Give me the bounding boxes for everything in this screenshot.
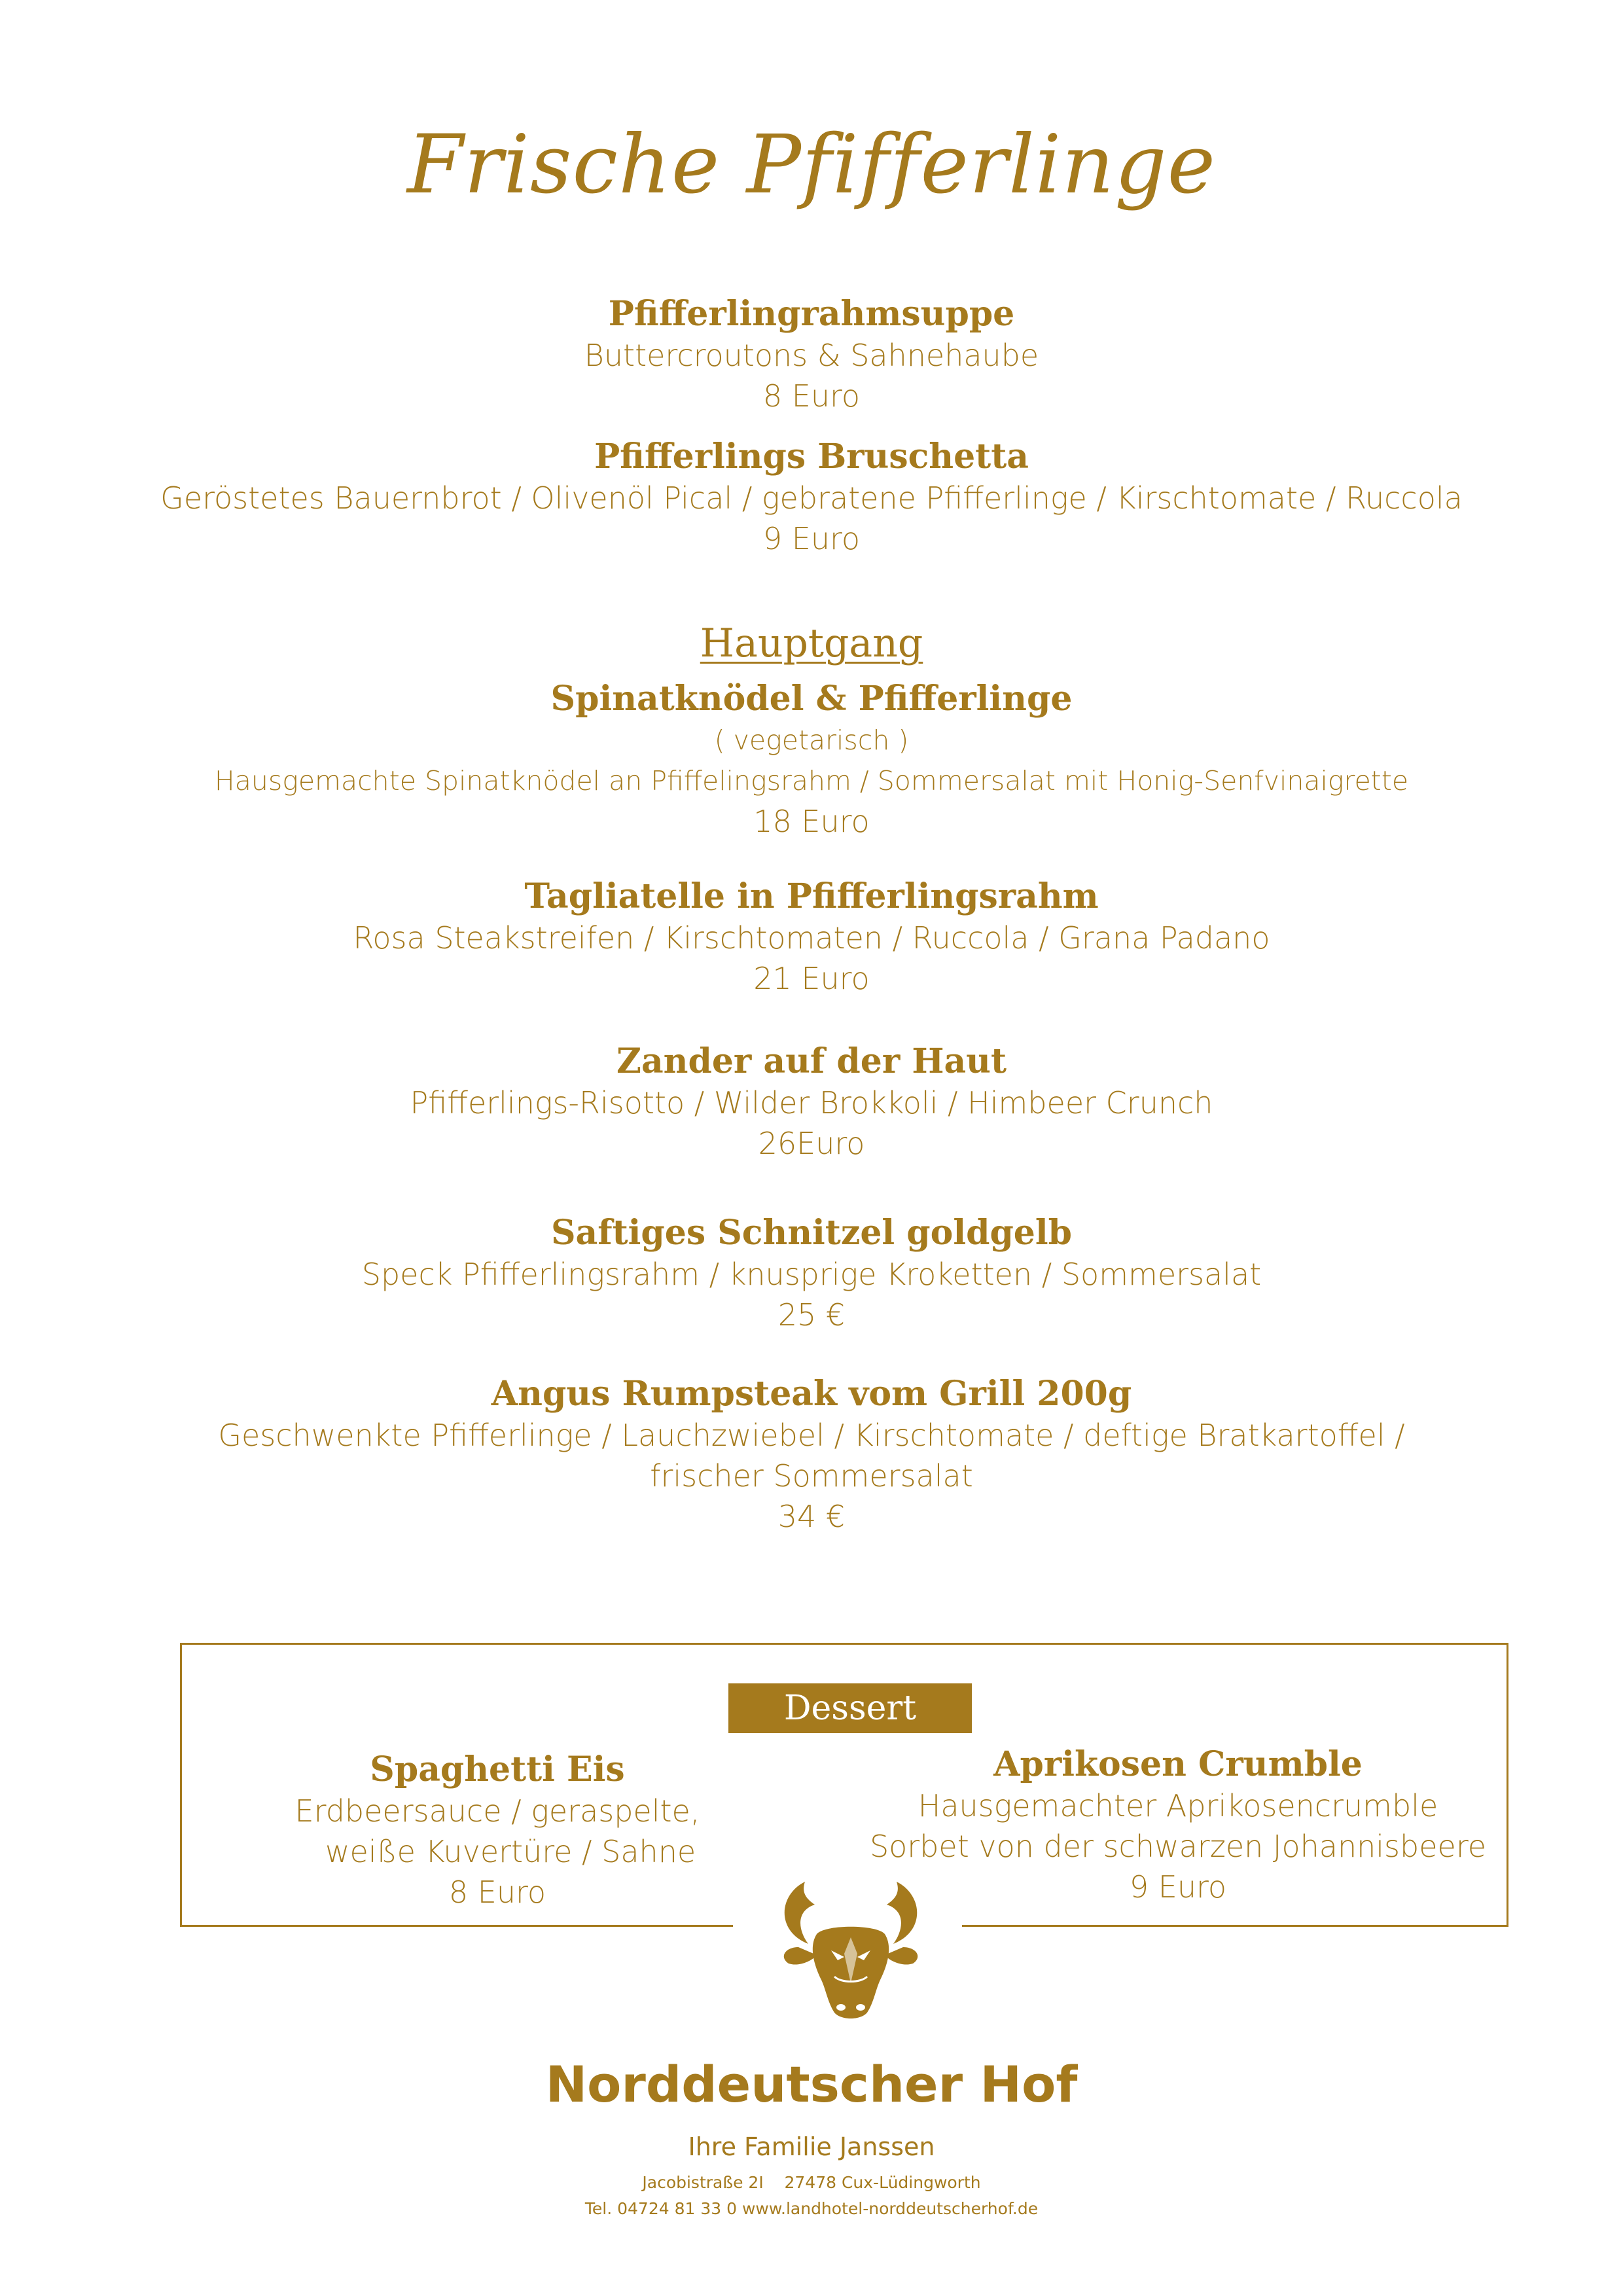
dessert-item-left [249, 1749, 746, 1912]
dish-description: Speck Pfifferlingsrahm / knusprige Kroketten / Sommersalat [361, 1257, 1262, 1292]
main-item [0, 678, 1623, 842]
dish-description: weiße Kuvertüre / Sahne [325, 1834, 696, 1869]
dish-price: 9 Euro [1129, 1869, 1227, 1905]
main-item [0, 876, 1623, 999]
dessert-label: Dessert [728, 1683, 972, 1733]
dish-description: frischer Sommersalat [650, 1458, 973, 1494]
dish-name: Angus Rumpsteak vom Grill 200g [491, 1374, 1132, 1414]
dessert-item-right [851, 1744, 1505, 1907]
brand-name: Norddeutscher Hof [545, 2055, 1078, 2113]
dish-description: Erdbeersauce / geraspelte, [294, 1793, 700, 1829]
dish-description: Hausgemachter Aprikosencrumble [918, 1788, 1438, 1823]
menu-title: Frische Pfifferlinge [406, 118, 1217, 212]
dish-description: Geschwenkte Pfifferlinge / Lauchzwiebel / Kirschtomate / deftige Bratkartoffel / [218, 1418, 1405, 1453]
dish-description: Hausgemachte Spinatknödel an Pfiffelingsrahm / Sommersalat mit Honig-Senfvinaigrette [214, 765, 1409, 797]
dish-description: Pfifferlings-Risotto / Wilder Brokkoli / Himbeer Crunch [410, 1085, 1213, 1121]
main-item [0, 1212, 1623, 1335]
dish-price: 18 Euro [753, 804, 870, 839]
dish-description: Buttercroutons & Sahnehaube [584, 338, 1039, 373]
dish-description: Sorbet von der schwarzen Johannisbeere [869, 1829, 1487, 1864]
dish-price: 8 Euro [448, 1874, 546, 1910]
starter-item [0, 293, 1623, 416]
dish-name: Pfifferlingrahmsuppe [608, 294, 1015, 334]
dish-price: 25 € [777, 1297, 846, 1333]
dish-name: Saftiges Schnitzel goldgelb [551, 1213, 1072, 1253]
dish-name: Tagliatelle in Pfifferlingsrahm [524, 876, 1099, 916]
dish-description: Rosa Steakstreifen / Kirschtomaten / Ruccola / Grana Padano [353, 920, 1270, 956]
section-heading-main [0, 619, 1623, 668]
dish-price: 8 Euro [762, 378, 861, 414]
dish-price: 34 € [777, 1499, 846, 1534]
dish-description: Geröstetes Bauernbrot / Olivenöl Pical / gebratene Pfifferlinge / Kirschtomate / Ruccola [160, 480, 1463, 516]
dish-name: Spinatknödel & Pfifferlinge [550, 679, 1073, 719]
starter-item [0, 436, 1623, 559]
dish-price: 21 Euro [753, 961, 870, 996]
brand-contact: Tel. 04724 81 33 0 www.landhotel-norddeutscherhof.de [584, 2199, 1039, 2218]
dish-note: ( vegetarisch ) [714, 725, 909, 756]
dish-name: Aprikosen Crumble [993, 1744, 1363, 1784]
main-item [0, 1373, 1623, 1537]
dish-name: Zander auf der Haut [616, 1041, 1007, 1081]
dish-name: Pfifferlings Bruschetta [594, 437, 1029, 476]
dish-name: Spaghetti Eis [370, 1749, 625, 1789]
brand-family: Ihre Familie Janssen [688, 2132, 935, 2161]
brand-address: Jacobistraße 2I 27478 Cux-Lüdingworth [642, 2173, 981, 2192]
dish-price: 26Euro [758, 1126, 865, 1161]
bull-head-icon [759, 1869, 942, 2026]
dish-price: 9 Euro [762, 521, 861, 556]
main-item [0, 1041, 1623, 1164]
section-heading: Hauptgang [700, 620, 923, 666]
